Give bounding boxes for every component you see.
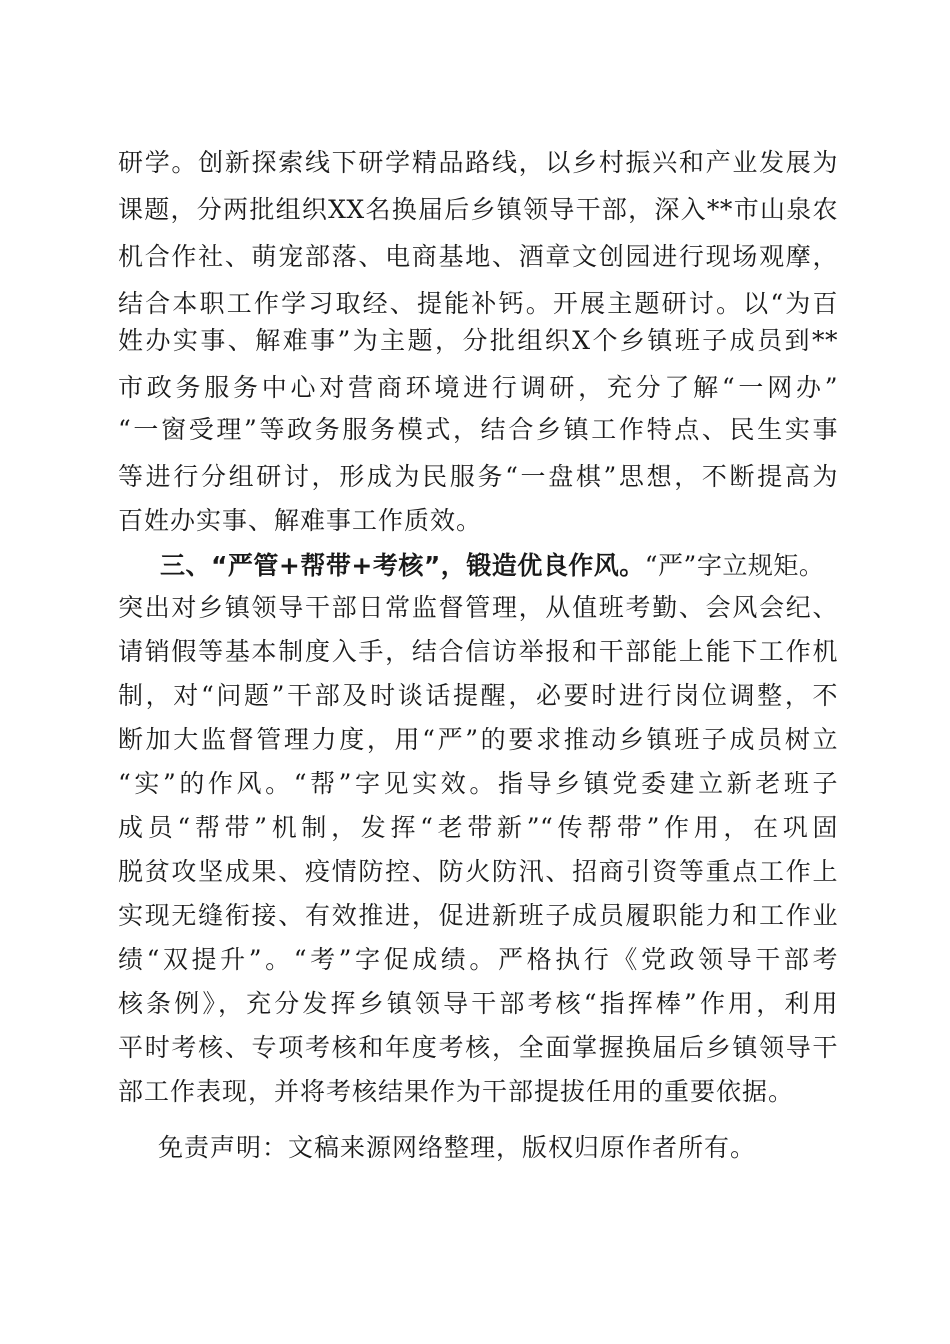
section-heading-line [160,546,860,586]
paragraph-line: 姓办实事、解难事”为主题，分批组织X个乡镇班子成员到** [118,326,838,355]
disclaimer: 免责声明：文稿来源网络整理，版权归原作者所有。 [158,1133,757,1162]
paragraph-line: 部工作表现，并将考核结果作为干部提拔任用的重要依据。 [118,1077,795,1106]
paragraph-line: 请销假等基本制度入手，结合信访举报和干部能上能下工作机 [118,637,838,666]
paragraph-line: 百姓办实事、解难事工作质效。 [118,506,483,535]
section-heading-rest: “严”字立规矩。 [644,551,825,580]
paragraph-line: 等进行分组研讨，形成为民服务“一盘棋”思想，不断提高为 [118,462,838,491]
paragraph-line: “一窗受理”等政务服务模式，结合乡镇工作特点、民生实事 [118,415,838,444]
paragraph-line: 核条例》，充分发挥乡镇领导干部考核“指挥棒”作用，利用 [118,989,838,1018]
paragraph-line: 绩“双提升”。“考”字促成绩。严格执行《党政领导干部考 [118,945,838,974]
section-heading: 三、“严管+帮带+考核”，锻造优良作风。 [160,551,645,580]
paragraph-line: 脱贫攻坚成果、疫情防控、防火防汛、招商引资等重点工作上 [118,857,838,886]
paragraph-line: 实现无缝衔接、有效推进，促进新班子成员履职能力和工作业 [118,901,838,930]
paragraph-line: 制，对“问题”干部及时谈话提醒，必要时进行岗位调整，不 [118,681,838,710]
paragraph-line: 结合本职工作学习取经、提能补钙。开展主题研讨。以“为百 [118,289,838,318]
paragraph-line: 突出对乡镇领导干部日常监督管理，从值班考勤、会风会纪、 [118,593,838,622]
paragraph-line: 断加大监督管理力度，用“严”的要求推动乡镇班子成员树立 [118,725,838,754]
paragraph-line: 平时考核、专项考核和年度考核，全面掌握换届后乡镇领导干 [118,1033,838,1062]
paragraph-line: 研学。创新探索线下研学精品路线，以乡村振兴和产业发展为 [118,148,838,177]
paragraph-line: 课题，分两批组织XX名换届后乡镇领导干部，深入**市山泉农 [118,195,838,224]
paragraph-line: 成员“帮带”机制，发挥“老带新”“传帮带”作用，在巩固 [118,813,838,842]
paragraph-line: 市政务服务中心对营商环境进行调研，充分了解“一网办” [118,373,838,402]
paragraph-line: 机合作社、萌宠部落、电商基地、酒章文创园进行现场观摩， [118,242,838,271]
paragraph-line: “实”的作风。“帮”字见实效。指导乡镇党委建立新老班子 [118,769,838,798]
